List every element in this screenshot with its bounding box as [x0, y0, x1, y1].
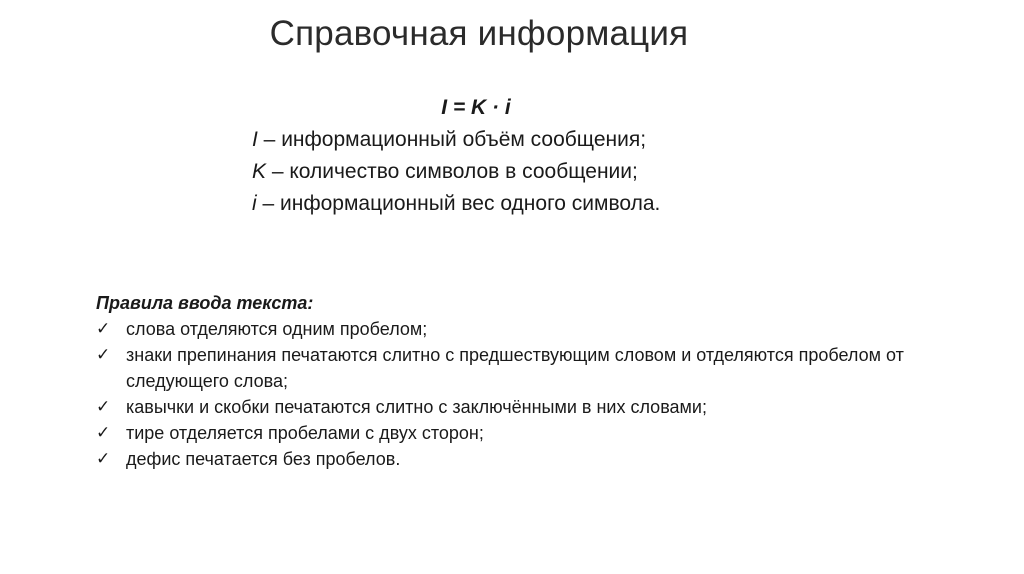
definition-line	[252, 156, 660, 188]
formula-block	[252, 92, 660, 220]
list-item	[96, 316, 936, 342]
slide-title: Справочная информация	[269, 14, 689, 53]
list-item	[96, 342, 936, 394]
definition-text: – информационный вес одного символа.	[256, 192, 661, 215]
definition-variable: i	[252, 192, 257, 215]
definition-text: – количество символов в сообщении;	[266, 160, 638, 183]
list-item	[96, 394, 936, 420]
list-item	[96, 446, 936, 472]
check-icon: ✓	[96, 397, 111, 417]
check-icon: ✓	[96, 345, 111, 365]
definition-variable: K	[252, 160, 267, 183]
definition-variable: I	[252, 128, 258, 151]
rule-text: слова отделяются одним пробелом;	[126, 319, 428, 339]
definition-line	[252, 124, 660, 156]
rule-text: тире отделяется пробелами с двух сторон;	[126, 423, 484, 443]
definition-line	[252, 188, 660, 220]
rules-list	[96, 316, 936, 472]
formula-expression: I = K · i	[441, 96, 511, 119]
rule-text: дефис печатается без пробелов.	[126, 449, 401, 469]
rule-text: знаки препинания печатаются слитно с предшествующим словом и отделяются пробелом от следующего слова;	[126, 345, 904, 391]
check-icon: ✓	[96, 449, 111, 469]
rules-block	[96, 290, 936, 472]
rules-title: Правила ввода текста:	[96, 293, 314, 313]
list-item	[96, 420, 936, 446]
check-icon: ✓	[96, 423, 111, 443]
rule-text: кавычки и скобки печатаются слитно с заключёнными в них словами;	[126, 397, 707, 417]
definition-text: – информационный объём сообщения;	[257, 128, 647, 151]
check-icon: ✓	[96, 319, 111, 339]
